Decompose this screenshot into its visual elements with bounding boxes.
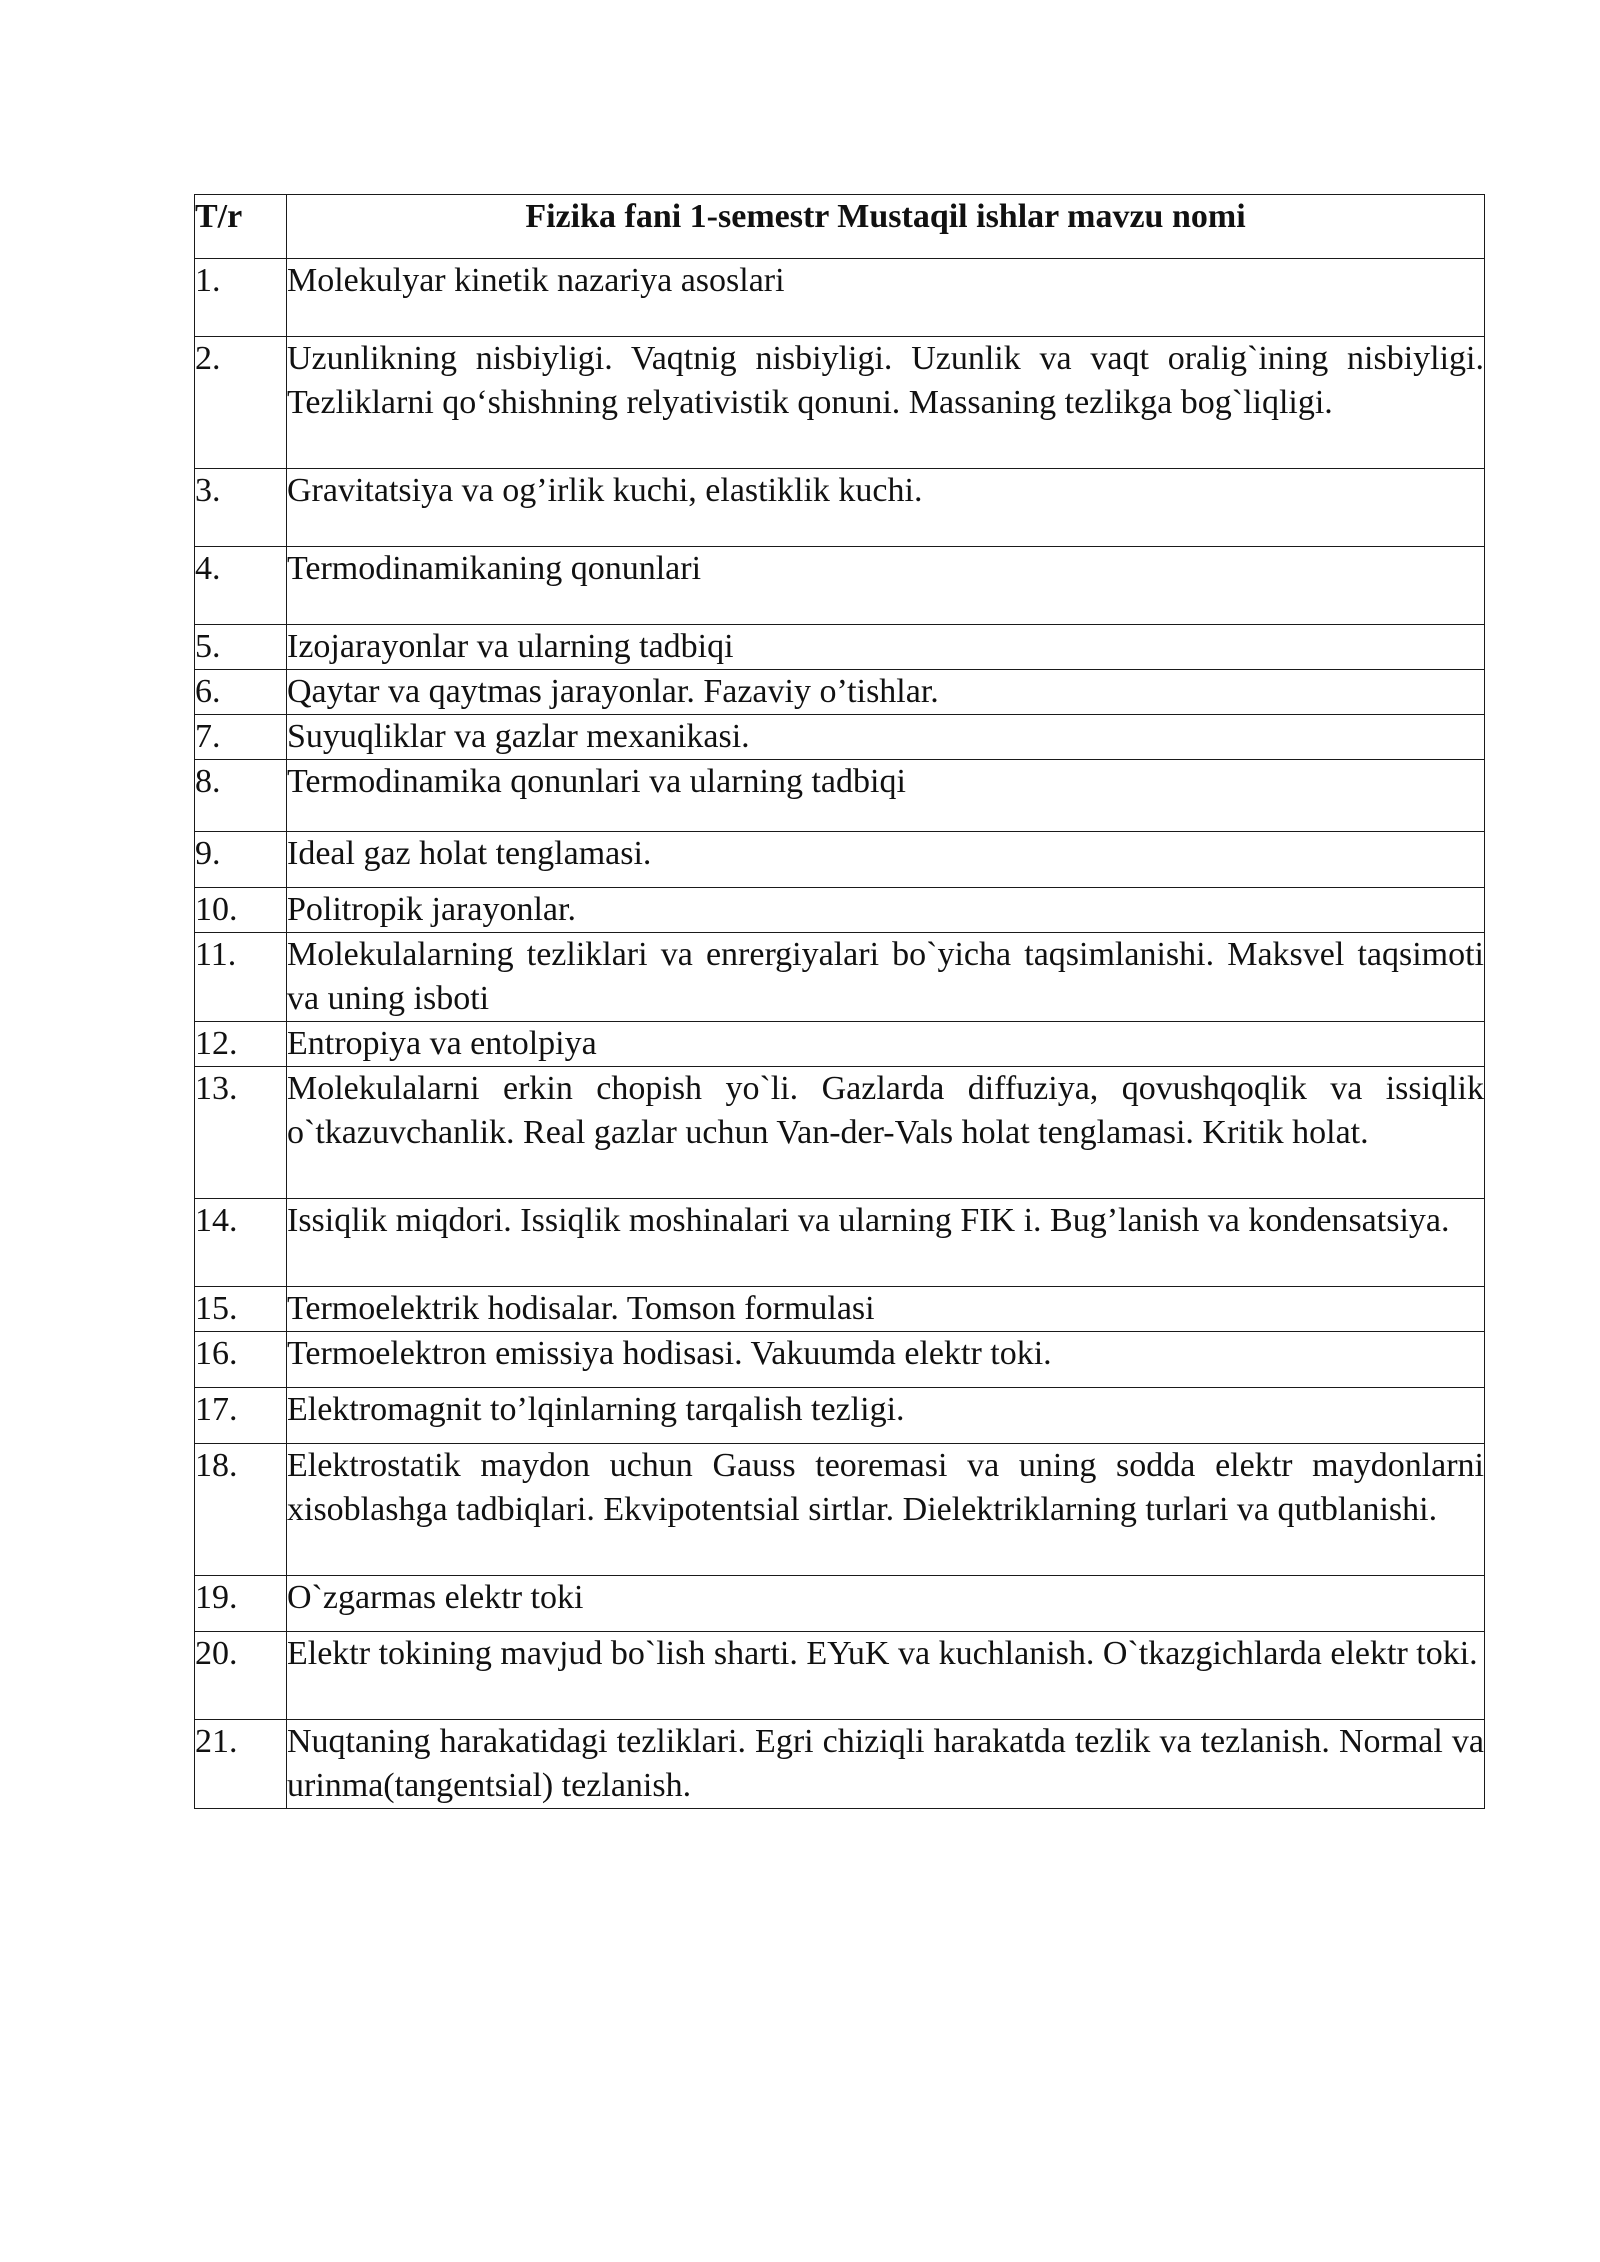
row-topic: Termodinamika qonunlari va ularning tadbiqi	[287, 760, 1485, 832]
row-number: 10.	[195, 888, 287, 933]
table-row	[195, 625, 1485, 670]
row-number: 15.	[195, 1287, 287, 1332]
row-topic: Gravitatsiya va og’irlik kuchi, elastiklik kuchi.	[287, 469, 1485, 547]
row-topic: Elektrostatik maydon uchun Gauss teoremasi va uning sodda elektr maydonlarni xisoblashga tadbiqlari. Ekvipotentsial sirtlar. Dielektriklarning turlari va qutblanishi.	[287, 1444, 1485, 1576]
row-topic: Ideal gaz holat tenglamasi.	[287, 832, 1485, 888]
topics-table	[194, 194, 1485, 1809]
row-number: 8.	[195, 760, 287, 832]
row-number: 11.	[195, 933, 287, 1022]
row-topic: Entropiya va entolpiya	[287, 1022, 1485, 1067]
table-row	[195, 337, 1485, 469]
table-row	[195, 1199, 1485, 1287]
table-row	[195, 1388, 1485, 1444]
table-row	[195, 1576, 1485, 1632]
table-row	[195, 1022, 1485, 1067]
row-topic: Izojarayonlar va ularning tadbiqi	[287, 625, 1485, 670]
row-topic: O`zgarmas elektr toki	[287, 1576, 1485, 1632]
table-row	[195, 1720, 1485, 1809]
table-row	[195, 469, 1485, 547]
row-topic: Uzunlikning nisbiyligi. Vaqtnig nisbiyligi. Uzunlik va vaqt oralig`ining nisbiyligi. Tezliklarni qo‘shishning relyativistik qonuni. Massaning tezlikga bog`liqligi.	[287, 337, 1485, 469]
row-number: 2.	[195, 337, 287, 469]
table-row	[195, 1067, 1485, 1199]
row-number: 1.	[195, 259, 287, 337]
table-row	[195, 1444, 1485, 1576]
header-number: T/r	[195, 195, 287, 259]
row-topic: Termoelektron emissiya hodisasi. Vakuumda elektr toki.	[287, 1332, 1485, 1388]
table-row	[195, 1332, 1485, 1388]
row-topic: Elektromagnit to’lqinlarning tarqalish tezligi.	[287, 1388, 1485, 1444]
row-number: 16.	[195, 1332, 287, 1388]
row-topic: Issiqlik miqdori. Issiqlik moshinalari va ularning FIK i. Bug’lanish va kondensatsiya.	[287, 1199, 1485, 1287]
row-number: 6.	[195, 670, 287, 715]
row-number: 14.	[195, 1199, 287, 1287]
row-topic: Elektr tokining mavjud bo`lish sharti. EYuK va kuchlanish. O`tkazgichlarda elektr toki.	[287, 1632, 1485, 1720]
row-number: 9.	[195, 832, 287, 888]
row-topic: Suyuqliklar va gazlar mexanikasi.	[287, 715, 1485, 760]
table-row	[195, 760, 1485, 832]
row-number: 20.	[195, 1632, 287, 1720]
table-row	[195, 715, 1485, 760]
row-number: 21.	[195, 1720, 287, 1809]
row-number: 3.	[195, 469, 287, 547]
row-topic: Termodinamikaning qonunlari	[287, 547, 1485, 625]
row-number: 5.	[195, 625, 287, 670]
row-topic: Politropik jarayonlar.	[287, 888, 1485, 933]
row-number: 4.	[195, 547, 287, 625]
row-number: 17.	[195, 1388, 287, 1444]
table-header-row	[195, 195, 1485, 259]
table-row	[195, 670, 1485, 715]
row-topic: Termoelektrik hodisalar. Tomson formulasi	[287, 1287, 1485, 1332]
row-number: 19.	[195, 1576, 287, 1632]
row-topic: Qaytar va qaytmas jarayonlar. Fazaviy o’tishlar.	[287, 670, 1485, 715]
table-row	[195, 1632, 1485, 1720]
header-topic: Fizika fani 1-semestr Mustaqil ishlar mavzu nomi	[287, 195, 1485, 259]
row-number: 13.	[195, 1067, 287, 1199]
table-row	[195, 832, 1485, 888]
row-number: 18.	[195, 1444, 287, 1576]
row-topic: Molekulalarni erkin chopish yo`li. Gazlarda diffuziya, qovushqoqlik va issiqlik o`tkazuvchanlik. Real gazlar uchun Van-der-Vals holat tenglamasi. Kritik holat.	[287, 1067, 1485, 1199]
table-row	[195, 888, 1485, 933]
row-number: 12.	[195, 1022, 287, 1067]
row-topic: Nuqtaning harakatidagi tezliklari. Egri chiziqli harakatda tezlik va tezlanish. Normal va urinma(tangentsial) tezlanish.	[287, 1720, 1485, 1809]
row-number: 7.	[195, 715, 287, 760]
table-row	[195, 547, 1485, 625]
table-row	[195, 259, 1485, 337]
row-topic: Molekulyar kinetik nazariya asoslari	[287, 259, 1485, 337]
row-topic: Molekulalarning tezliklari va enrergiyalari bo`yicha taqsimlanishi. Maksvel taqsimoti va uning isboti	[287, 933, 1485, 1022]
table-row	[195, 933, 1485, 1022]
table-row	[195, 1287, 1485, 1332]
